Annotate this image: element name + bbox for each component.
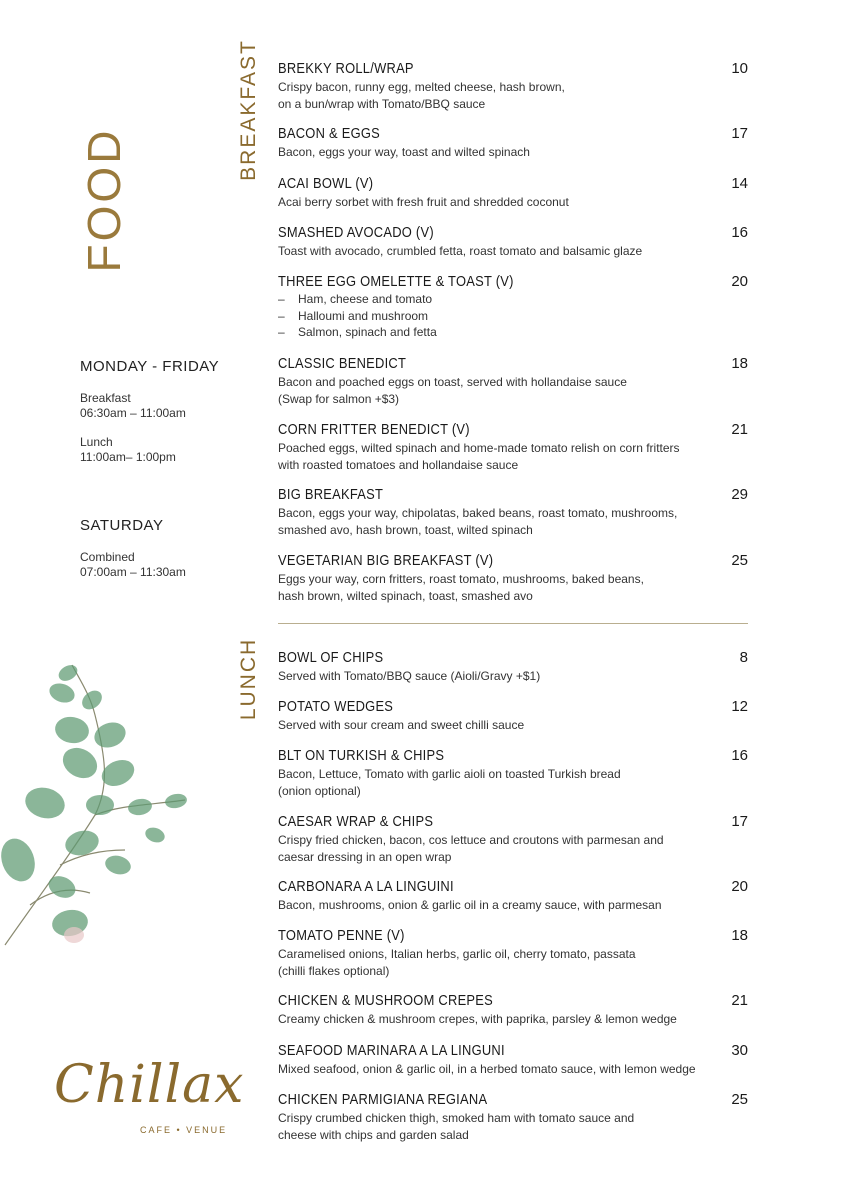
item-price: 25 <box>731 552 748 569</box>
item-name: BOWL OF CHIPS <box>278 649 384 666</box>
item-description: Bacon, eggs your way, chipolatas, baked beans, roast tomato, mushrooms, <box>278 506 678 520</box>
item-description: Poached eggs, wilted spinach and home-made tomato relish on corn fritters <box>278 441 680 455</box>
item-description: (onion optional) <box>278 783 361 798</box>
weekday-lunch-time: 11:00am– 1:00pm <box>80 450 176 464</box>
item-name: CLASSIC BENEDICT <box>278 355 407 372</box>
item-price: 25 <box>731 1091 748 1108</box>
item-price: 29 <box>731 486 748 503</box>
food-title <box>64 127 144 273</box>
menu-item <box>278 355 748 407</box>
lunch-section-label <box>234 637 264 721</box>
menu-item <box>278 698 748 734</box>
item-price: 20 <box>731 878 748 895</box>
item-price: 14 <box>731 175 748 192</box>
logo-tagline: CAFE • VENUE <box>140 1125 228 1135</box>
menu-item <box>278 1042 748 1078</box>
breakfast-section-label <box>234 39 264 181</box>
item-price: 18 <box>731 927 748 944</box>
item-price: 8 <box>739 649 748 666</box>
item-name: BACON & EGGS <box>278 125 381 142</box>
weekday-lunch-label: Lunch <box>80 435 113 449</box>
item-price: 10 <box>731 60 748 77</box>
item-description: Crispy bacon, runny egg, melted cheese, hash brown, <box>278 80 565 94</box>
menu-item <box>278 224 748 260</box>
item-name: BIG BREAKFAST <box>278 486 384 503</box>
lunch-section-text: LUNCH <box>237 637 260 721</box>
item-description: Mixed seafood, onion & garlic oil, in a herbed tomato sauce, with lemon wedge <box>278 1062 696 1076</box>
item-name: THREE EGG OMELETTE & TOAST (V) <box>278 273 514 290</box>
item-description: Bacon, Lettuce, Tomato with garlic aioli on toasted Turkish bread <box>278 767 621 781</box>
item-price: 12 <box>731 698 748 715</box>
menu-item <box>278 649 748 685</box>
item-name: SMASHED AVOCADO (V) <box>278 224 434 241</box>
menu-item <box>278 60 748 112</box>
menu-item <box>278 175 748 211</box>
weekday-breakfast-time: 06:30am – 11:00am <box>80 406 186 420</box>
item-name: TOMATO PENNE (V) <box>278 927 405 944</box>
menu-item <box>278 992 748 1028</box>
saturday-heading: SATURDAY <box>80 517 164 534</box>
menu-item <box>278 813 748 865</box>
item-description: Bacon and poached eggs on toast, served with hollandaise sauce <box>278 375 627 389</box>
item-description: Creamy chicken & mushroom crepes, with paprika, parsley & lemon wedge <box>278 1012 677 1026</box>
item-description: smashed avo, hash brown, toast, wilted spinach <box>278 522 533 537</box>
pink-leaf-accent <box>64 927 84 943</box>
item-description: Eggs your way, corn fritters, roast tomato, mushrooms, baked beans, <box>278 572 644 586</box>
item-price: 30 <box>731 1042 748 1059</box>
item-name: CHICKEN & MUSHROOM CREPES <box>278 992 494 1009</box>
food-title-text: FOOD <box>78 127 130 273</box>
menu-item <box>278 927 748 979</box>
item-price: 21 <box>731 992 748 1009</box>
item-option: – Salmon, spinach and fetta <box>278 325 437 339</box>
item-description: (chilli flakes optional) <box>278 963 390 978</box>
item-name: CHICKEN PARMIGIANA REGIANA <box>278 1091 488 1108</box>
item-price: 16 <box>731 747 748 764</box>
item-description: Crispy fried chicken, bacon, cos lettuce and croutons with parmesan and <box>278 833 664 847</box>
item-description: Served with Tomato/BBQ sauce (Aioli/Gravy +$1) <box>278 669 541 683</box>
saturday-hours <box>80 517 250 594</box>
menu-item <box>278 552 748 604</box>
item-price: 17 <box>731 125 748 142</box>
item-name: CARBONARA A LA LINGUINI <box>278 878 454 895</box>
chillax-logo <box>50 1055 250 1145</box>
item-description: cheese with chips and garden salad <box>278 1127 469 1142</box>
menu-item <box>278 878 748 914</box>
weekday-heading: MONDAY - FRIDAY <box>80 358 220 375</box>
item-name: CORN FRITTER BENEDICT (V) <box>278 421 470 438</box>
menu-item <box>278 1091 748 1143</box>
menu-item <box>278 486 748 538</box>
item-description: Toast with avocado, crumbled fetta, roast tomato and balsamic glaze <box>278 244 643 258</box>
item-description: Bacon, eggs your way, toast and wilted spinach <box>278 145 530 159</box>
menu-item <box>278 747 748 799</box>
item-option-text: Salmon, spinach and fetta <box>298 325 437 339</box>
weekday-breakfast-label: Breakfast <box>80 391 131 405</box>
saturday-combined-label: Combined <box>80 550 135 564</box>
item-name: ACAI BOWL (V) <box>278 175 374 192</box>
item-option-text: Ham, cheese and tomato <box>298 292 433 306</box>
item-price: 17 <box>731 813 748 830</box>
item-description: (Swap for salmon +$3) <box>278 391 400 406</box>
item-description: Bacon, mushrooms, onion & garlic oil in a creamy sauce, with parmesan <box>278 898 662 912</box>
breakfast-section-text: BREAKFAST <box>237 39 260 181</box>
item-description: Caramelised onions, Italian herbs, garlic oil, cherry tomato, passata <box>278 947 636 961</box>
item-description: caesar dressing in an open wrap <box>278 849 452 864</box>
menu-item <box>278 273 748 341</box>
item-name: POTATO WEDGES <box>278 698 394 715</box>
logo-script: Chillax <box>54 1055 245 1115</box>
item-name: BLT ON TURKISH & CHIPS <box>278 747 445 764</box>
item-description: Served with sour cream and sweet chilli sauce <box>278 718 525 732</box>
item-price: 18 <box>731 355 748 372</box>
saturday-combined-time: 07:00am – 11:30am <box>80 565 186 579</box>
item-description: hash brown, wilted spinach, toast, smashed avo <box>278 588 533 603</box>
section-divider <box>278 623 748 624</box>
item-price: 20 <box>731 273 748 290</box>
item-description: Crispy crumbed chicken thigh, smoked ham with tomato sauce and <box>278 1111 635 1125</box>
item-option: – Ham, cheese and tomato <box>278 292 433 306</box>
item-price: 16 <box>731 224 748 241</box>
eucalyptus-leaves-illustration <box>0 655 200 955</box>
item-name: CAESAR WRAP & CHIPS <box>278 813 434 830</box>
item-description: Acai berry sorbet with fresh fruit and shredded coconut <box>278 195 569 209</box>
item-name: BREKKY ROLL/WRAP <box>278 60 414 77</box>
weekday-hours <box>80 358 250 479</box>
item-option: – Halloumi and mushroom <box>278 308 429 323</box>
menu-item <box>278 421 748 473</box>
item-description: with roasted tomatoes and hollandaise sauce <box>278 457 519 472</box>
item-option-text: Halloumi and mushroom <box>298 308 429 323</box>
item-price: 21 <box>731 421 748 438</box>
menu-item <box>278 125 748 161</box>
item-description: on a bun/wrap with Tomato/BBQ sauce <box>278 96 486 111</box>
item-name: SEAFOOD MARINARA A LA LINGUNI <box>278 1042 505 1059</box>
item-name: VEGETARIAN BIG BREAKFAST (V) <box>278 552 494 569</box>
